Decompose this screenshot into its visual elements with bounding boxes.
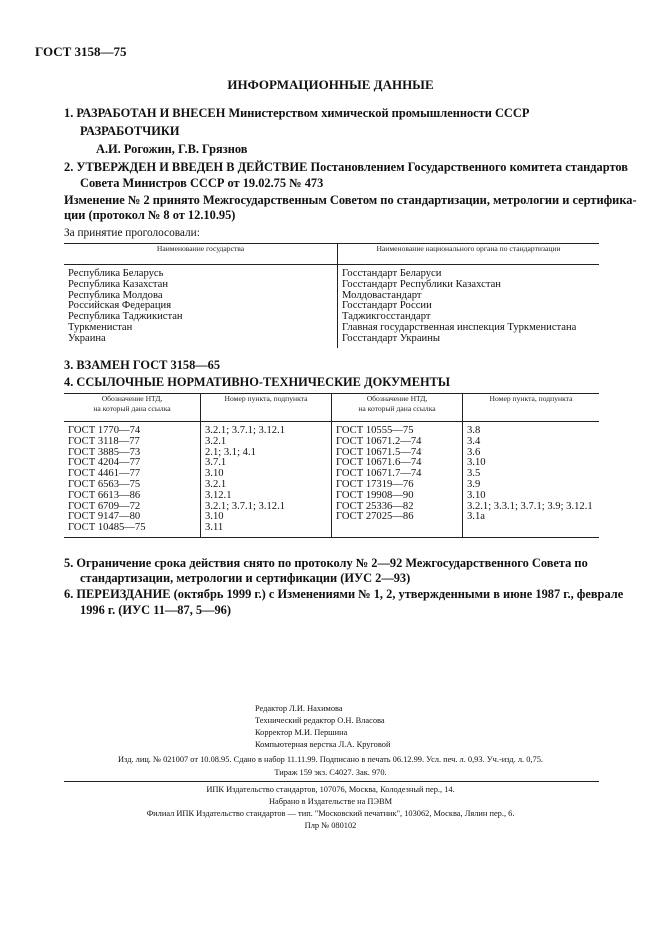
- item-4: 4. ССЫЛОЧНЫЕ НОРМАТИВНО-ТЕХНИЧЕСКИЕ ДОКУМЕНТЫ: [64, 375, 451, 389]
- developers-label: РАЗРАБОТЧИКИ: [80, 124, 180, 138]
- developers-names: А.И. Рогожин, Г.В. Грязнов: [96, 142, 248, 156]
- ref-col3-header: [332, 394, 463, 422]
- ref-col3-list: ГОСТ 10555—75 ГОСТ 10671.2—74 ГОСТ 10671.5—74 ГОСТ 10671.6—74 ГОСТ 10671.7—74 ГОСТ 17319—76 ГОСТ 19908—90 ГОСТ 25336—82 ГОСТ 27025—86: [332, 422, 463, 538]
- change-line-1: Изменение № 2 принято Межгосударственным Советом по стандартизации, метрологии и сертифика-: [64, 193, 637, 207]
- credit-tech-editor: Технический редактор О.Н. Власова: [255, 716, 385, 725]
- voted-label: За принятие проголосовали:: [64, 227, 200, 239]
- item-2-number: 2.: [64, 160, 74, 174]
- publisher-line-1: ИПК Издательство стандартов, 107076, Москва, Колодезный пер., 14.: [206, 785, 455, 794]
- ref-col4-header: Номер пункта, подпункта: [463, 394, 600, 422]
- item-5-line-1: 5. Ограничение срока действия снято по протоколу № 2—92 Межгосударственного Совета по: [64, 556, 588, 570]
- states-table: [64, 243, 599, 348]
- item-1-heading: РАЗРАБОТАН И ВНЕСЕН: [76, 106, 226, 120]
- item-2-heading: УТВЕРЖДЕН И ВВЕДЕН В ДЕЙСТВИЕ: [76, 160, 308, 174]
- item-1-text: Министерством химической промышленности СССР: [228, 106, 530, 120]
- print-details: Изд. лиц. № 021007 от 10.08.95. Сдано в набор 11.11.99. Подписано в печать 06.12.99. Усл. печ. л. 0,93. Уч.-изд. л. 0,75.: [118, 755, 543, 764]
- item-2: [64, 160, 628, 175]
- credits-block: [0, 703, 661, 751]
- item-1: [64, 106, 529, 121]
- ref-col2-header: Номер пункта, подпункта: [201, 394, 332, 422]
- ref-col1-list: ГОСТ 1770—74 ГОСТ 3118—77 ГОСТ 3885—73 ГОСТ 4204—77 ГОСТ 4461—77 ГОСТ 6563—75 ГОСТ 6613—86 ГОСТ 6709—72 ГОСТ 9147—80 ГОСТ 10485—75: [64, 422, 201, 538]
- publisher-line-4: Плр № 080102: [304, 821, 357, 830]
- publisher-line-2: Набрано в Издательстве на ПЭВМ: [268, 797, 393, 806]
- change-line-2: ции (протокол № 8 от 12.10.95): [64, 208, 236, 222]
- bodies-col-header: Наименование национального органа по стандартизации: [338, 244, 600, 265]
- item-2-text-cont: Совета Министров СССР от 19.02.75 № 473: [80, 176, 324, 190]
- ref-col3-header-b: на который дана ссылка: [358, 403, 436, 413]
- item-3: 3. ВЗАМЕН ГОСТ 3158—65: [64, 358, 221, 372]
- ref-col1-header-b: на который дана ссылка: [93, 403, 171, 413]
- item-6-line-1: 6. ПЕРЕИЗДАНИЕ (октябрь 1999 г.) с Изменениями № 1, 2, утвержденными в июне 1987 г., феврале: [64, 587, 624, 601]
- page-title: ИНФОРМАЦИОННЫЕ ДАННЫЕ: [227, 77, 434, 92]
- ref-col1-header: [64, 394, 201, 422]
- run-details: Тираж 159 экз. С4027. Зак. 970.: [274, 768, 387, 777]
- item-5-line-2: стандартизации, метрологии и сертификации (ИУС 2—93): [80, 571, 411, 585]
- references-table: [64, 393, 599, 538]
- credit-layout: Компьютерная верстка Л.А. Круговой: [255, 740, 391, 749]
- item-6-line-2: 1996 г. (ИУС 11—87, 5—96): [80, 603, 231, 617]
- ref-col3-header-a: Обозначение НТД,: [366, 394, 428, 403]
- doc-number: ГОСТ 3158—75: [35, 44, 127, 59]
- states-list: Республика Беларусь Республика Казахстан Республика Молдова Российская Федерация Республика Таджикистан Туркменистан Украина: [64, 265, 338, 348]
- item-2-text: Постановлением Государственного комитета стандартов: [310, 160, 628, 174]
- ref-col1-header-a: Обозначение НТД,: [101, 394, 163, 403]
- credit-corrector: Корректор М.И. Першина: [255, 728, 348, 737]
- imprint-divider: [64, 781, 599, 782]
- ref-col2-list: 3.2.1; 3.7.1; 3.12.1 3.2.1 2.1; 3.1; 4.1 3.7.1 3.10 3.2.1 3.12.1 3.2.1; 3.7.1; 3.12.1 3.10 3.11: [201, 422, 332, 538]
- credit-editor: Редактор Л.И. Нахимова: [255, 704, 343, 713]
- publisher-line-3: Филиал ИПК Издательство стандартов — тип. "Московский печатник", 103062, Москва, Лялин пер., 6.: [146, 809, 515, 818]
- item-1-number: 1.: [64, 106, 74, 120]
- ref-col4-list: 3.8 3.4 3.6 3.10 3.5 3.9 3.10 3.2.1; 3.3.1; 3.7.1; 3.9; 3.12.1 3.1а: [463, 422, 600, 538]
- states-col-header: Наименование государства: [64, 244, 338, 265]
- bodies-list: Госстандарт Беларуси Госстандарт Республики Казахстан Молдовастандарт Госстандарт России Таджикгосстандарт Главная государственная инспекция Туркменистана Госстандарт Украины: [342, 268, 577, 344]
